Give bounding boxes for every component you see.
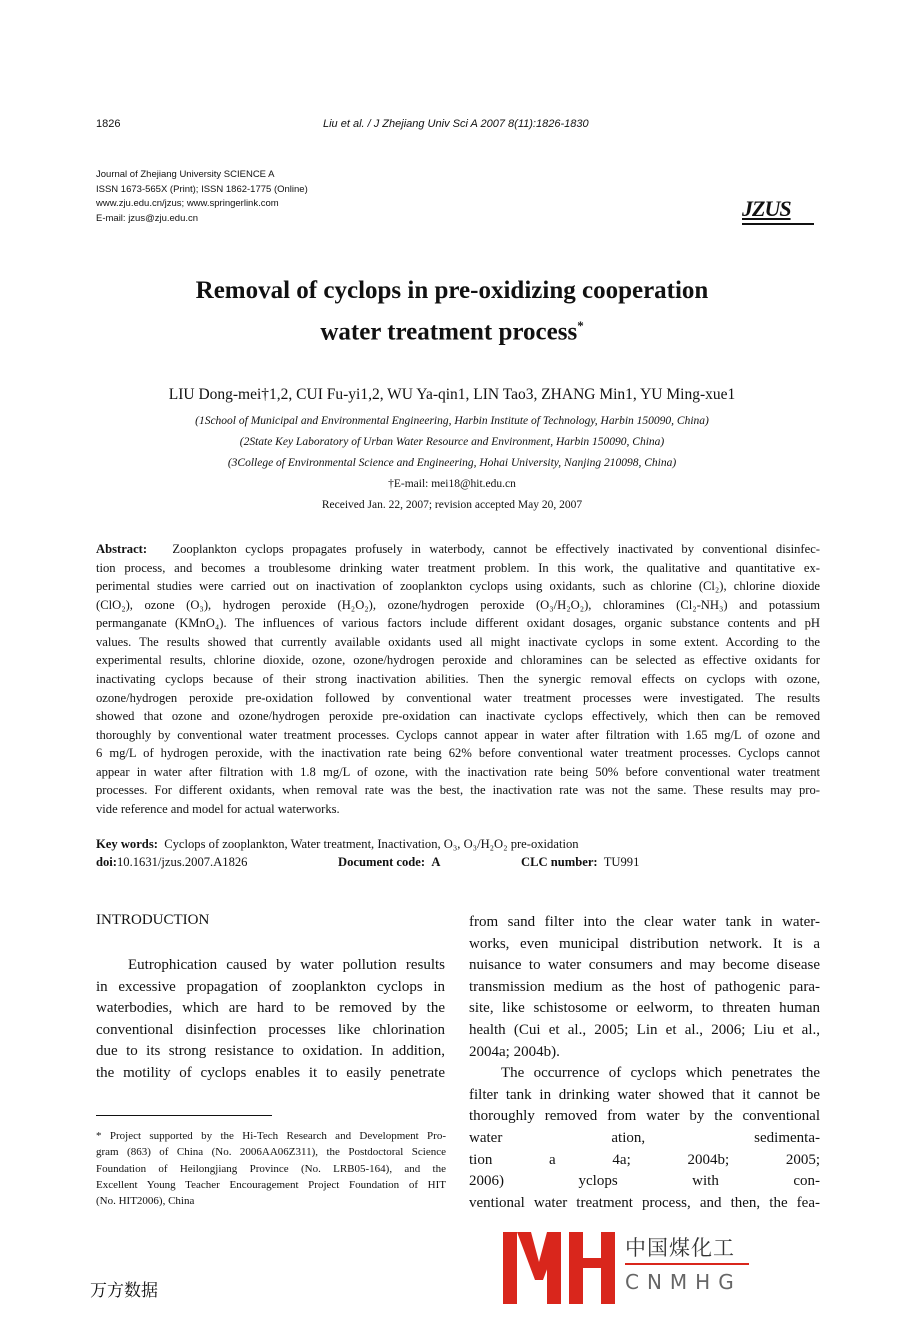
- body-text-line: nuisance to water consumers and may become disease: [469, 957, 820, 974]
- clc-value: TU991: [603, 855, 640, 869]
- abstract-line: thoroughly by conventional water treatment processes. Cyclops cannot appear in water after filtration with 1.65 mg/L of ozone and: [96, 727, 820, 742]
- keywords-text: Cyclops of zooplankton, Water treatment, Inactivation, O₃, O₃/H₂O₂ pre-oxidation: [164, 837, 579, 851]
- body-text-line: water ation, sedimenta-: [469, 1130, 820, 1146]
- body-text-line: Eutrophication caused by water pollution results: [128, 957, 445, 973]
- body-text-line: ventional water treatment process, and then, the fea-: [469, 1194, 820, 1211]
- body-text-line: site, like schistosome or eelworm, to threaten human: [469, 1000, 820, 1017]
- footnote-line: Excellent Young Teacher Encouragement Project Foundation of HIT: [96, 1178, 446, 1191]
- abstract-line: permanganate (KMnO₄). The influences of various factors include different oxidant dosages, organic substance contents and pH: [96, 616, 820, 631]
- body-text-line: 2004a; 2004b).: [469, 1043, 560, 1060]
- corresponding-email: †E-mail: mei18@hit.edu.cn: [388, 478, 516, 490]
- doi: [96, 855, 247, 870]
- body-text-line: transmission medium as the host of pathogenic para-: [469, 978, 820, 995]
- body-text-line: health (Cui et al., 2005; Lin et al., 2006; Liu et al.,: [469, 1022, 820, 1038]
- wanfang-data-mark: 万方数据: [90, 1281, 158, 1301]
- body-text-line: waterbodies, which are hard to be removed by the: [96, 1000, 445, 1017]
- jzus-logo: [742, 196, 814, 225]
- body-text-line: conventional disinfection processes like chlorination: [96, 1021, 445, 1038]
- journal-info: [96, 168, 308, 226]
- abstract-label: Abstract:: [96, 542, 148, 556]
- abstract-line: perimental studies were carried out on inactivation of zooplankton cyclops using oxidants, such as chlorine (Cl₂), chlorine dioxide: [96, 579, 820, 594]
- body-text-line: 2006) yclops with con-: [469, 1173, 820, 1190]
- received-date: Received Jan. 22, 2007; revision accepted May 20, 2007: [321, 499, 583, 511]
- document-code-value: A: [431, 855, 441, 869]
- journal-email: E-mail: jzus@zju.edu.cn: [96, 212, 199, 224]
- abstract-line: appear in water after filtration with 1.8 mg/L of ozone, with the inactivation rate being 50% before conventional water treatment: [96, 764, 820, 779]
- body-text-line: from sand filter into the clear water tank in water-: [469, 914, 820, 930]
- body-text-line: in excessive propagation of zooplankton cyclops in: [96, 978, 445, 995]
- footnote-line: gram (863) of China (No. 2006AA06Z311), the Postdoctoral Science: [96, 1146, 446, 1159]
- paper-title-line2: [0, 318, 904, 346]
- doi-label: doi:: [96, 855, 117, 869]
- abstract-last-line: vide reference and model for actual waterworks.: [96, 802, 340, 816]
- jzus-logo-text: JZUS: [742, 196, 791, 221]
- paper-title-line1: Removal of cyclops in pre-oxidizing cooperation: [195, 277, 709, 304]
- abstract-line: experimental results, chlorine dioxide, ozone, ozone/hydrogen peroxide and chloramines can be selected as effective oxidants for: [96, 653, 820, 668]
- watermark-rule: [625, 1263, 749, 1265]
- watermark-chinese: 中国煤化工: [625, 1236, 735, 1260]
- abstract-line: inactivating cyclops because of their strong inactivation abilities. Then the synergic removal effects on cyclops with ozone,: [96, 672, 820, 687]
- page-number: 1826: [96, 118, 121, 130]
- paper-title-line2-text: water treatment process: [320, 318, 578, 346]
- section-heading-introduction: INTRODUCTION: [96, 912, 210, 928]
- title-footnote-mark: *: [577, 318, 584, 333]
- footnote-last-line: (No. HIT2006), China: [96, 1195, 195, 1207]
- body-text-line: filter tank in drinking water showed that it cannot be: [469, 1086, 820, 1103]
- abstract-line: tion process, and becomes a troublesome drinking water treatment problem. In this work, the qualitative and quantitative ex-: [96, 560, 820, 575]
- affiliation-2: (2State Key Laboratory of Urban Water Resource and Environment, Harbin 150090, China): [239, 436, 665, 448]
- document-code: [338, 855, 441, 870]
- footnote-line: * Project supported by the Hi-Tech Research and Development Pro-: [96, 1130, 446, 1142]
- mh-logo-icon: [503, 1232, 623, 1304]
- journal-urls: www.zju.edu.cn/jzus; www.springerlink.com: [96, 198, 279, 209]
- doi-value: 10.1631/jzus.2007.A1826: [117, 855, 248, 869]
- affiliation-1: (1School of Municipal and Environmental Engineering, Harbin Institute of Technology, Harbin 150090, China): [195, 415, 709, 427]
- footnote-line: Foundation of Heilongjiang Province (No. LRB05-164), and the: [96, 1162, 446, 1175]
- body-text-line: The occurrence of cyclops which penetrates the: [501, 1065, 820, 1082]
- body-text-line: tion a 4a; 2004b; 2005;: [469, 1151, 820, 1168]
- footnote-rule: [96, 1115, 272, 1116]
- keywords: [96, 837, 579, 852]
- affiliation-3: (3College of Environmental Science and Engineering, Hohai University, Nanjing 210098, China): [227, 457, 677, 469]
- abstract-line: values. The results showed that currently available oxidants used all might inactivate cyclops in some extent. According to the: [96, 634, 820, 649]
- document-code-label: Document code:: [338, 855, 426, 869]
- abstract-line: ozone/hydrogen peroxide pre-oxidation followed by conventional water treatment processes were investigated. The results: [96, 690, 820, 705]
- body-text-line: thoroughly removed from water by the conventional: [469, 1108, 820, 1125]
- body-text-line: the motility of cyclops enables it to easily penetrate: [96, 1065, 445, 1081]
- authors: LIU Dong-mei†1,2, CUI Fu-yi1,2, WU Ya-qin1, LIN Tao3, ZHANG Min1, YU Ming-xue1: [168, 386, 736, 403]
- cnmhg-watermark: [503, 1232, 817, 1304]
- abstract-first-line: [96, 540, 820, 558]
- journal-issn: ISSN 1673-565X (Print); ISSN 1862-1775 (Online): [96, 183, 308, 195]
- abstract-line: showed that ozone and ozone/hydrogen peroxide pre-oxidation can inactivate cyclops effectively, which then can be removed: [96, 709, 820, 724]
- journal-name: Journal of Zhejiang University SCIENCE A: [96, 169, 275, 180]
- abstract-line: 6 mg/L of hydrogen peroxide, with the inactivation rate being 62% before conventional water treatment processes. Cyclops cannot: [96, 746, 820, 761]
- body-text-line: works, even municipal distribution network. It is a: [469, 935, 820, 952]
- clc-label: CLC number:: [521, 855, 598, 869]
- abstract-line: (ClO₂), ozone (O₃), hydrogen peroxide (H₂O₂), ozone/hydrogen peroxide (O₃/H₂O₂), chloramines (Cl₂-NH₃) and potassium: [96, 597, 820, 612]
- watermark-latin: CNMHG: [625, 1270, 742, 1294]
- clc-number: [521, 855, 639, 870]
- abstract-line: processes. For different oxidants, when removal rate was the best, the inactivation rate was not the same. These results may pro-: [96, 783, 820, 798]
- abstract-first-text: Zooplankton cyclops propagates profusely in waterbody, cannot be effectively inactivated by conventional disinfec-: [172, 542, 820, 556]
- keywords-label: Key words:: [96, 837, 158, 851]
- body-text-line: due to its strong resistance to oxidation. In addition,: [96, 1043, 445, 1060]
- running-title: Liu et al. / J Zhejiang Univ Sci A 2007 8(11):1826-1830: [323, 118, 589, 130]
